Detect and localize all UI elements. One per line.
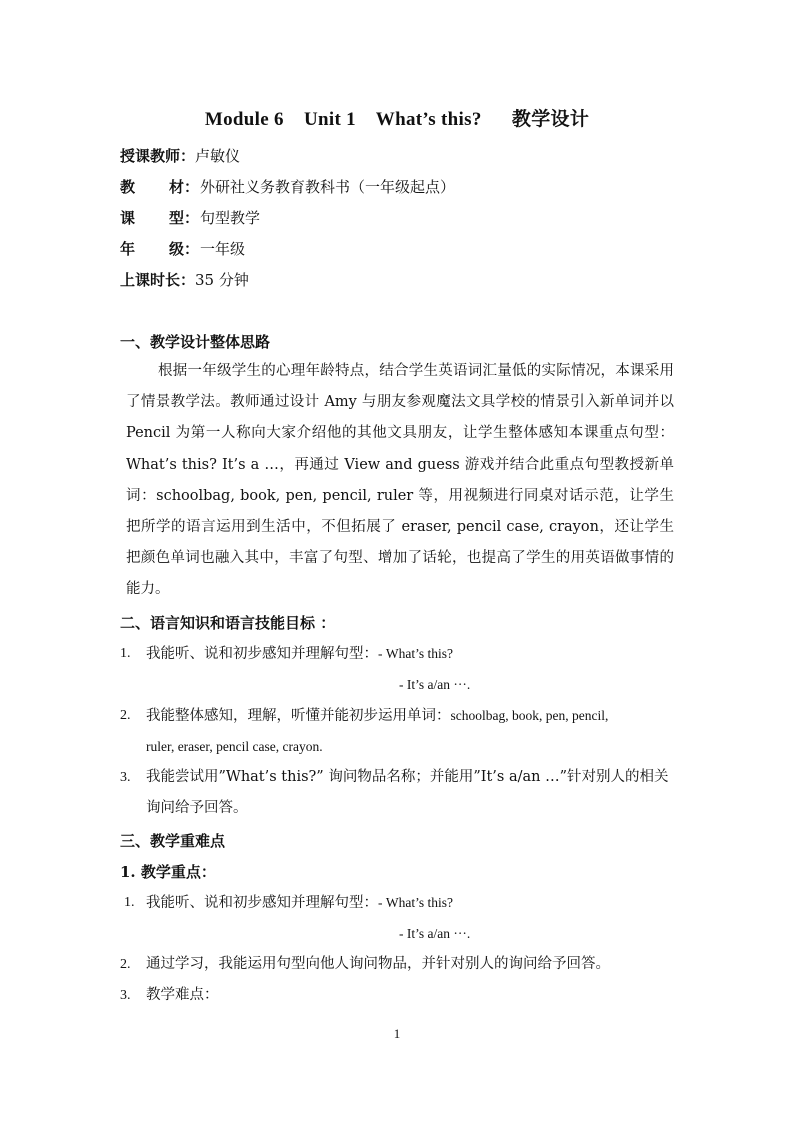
meta-grade — [120, 239, 245, 259]
s2-item3-text-a: 我能尝试用”What’s this?” 询问物品名称；并能用”It’s a/an …”针对别人的相关 — [146, 769, 669, 785]
meta-duration-value: 35 分钟 — [195, 271, 249, 289]
s2-item3-num: 3. — [120, 770, 131, 785]
s2-item2-num: 2. — [120, 708, 131, 723]
s2-item2-words1: schoolbag, book, pen, pencil, — [450, 708, 609, 723]
s2-item2-label: 我能整体感知，理解，听懂并能初步运用单词： — [146, 708, 451, 724]
s2-item2-text — [146, 700, 608, 732]
section1-paragraph: 根据一年级学生的心理年龄特点，结合学生英语词汇量低的实际情况，本课采用了情景教学法。教师通过设计 Amy 与朋友参观魔法文具学校的情景引入新单词并以 Pencil 为第一人称向大家介绍他的其他文具朋友，让学生整体感知本课重点句型：What’s this? It’s a …，再通过 View and guess 游戏并结合此重点句型教授新单词：schoolbag, book, pen, pencil, ruler 等，用视频进行同桌对话示范，让学生把所学的语言运用到生活中，不但拓展了 eraser, pencil case, crayon，还让学生把颜色单词也融入其中，丰富了句型、增加了话轮，也提高了学生的用英语做事情的能力。 — [126, 363, 674, 598]
s3-item2-text: 通过学习，我能运用句型向他人询问物品，并针对别人的询问给予回答。 — [146, 956, 610, 972]
s3-item2-num: 2. — [120, 957, 131, 972]
s3-item1-num: 1. — [124, 895, 135, 910]
s2-item2-words2: ruler, eraser, pencil case, crayon. — [146, 739, 323, 754]
page-number: 1 — [393, 1026, 401, 1041]
s3-item1-label: 我能听、说和初步感知并理解句型： — [146, 895, 378, 911]
section2-heading: 二、语言知识和语言技能目标 ： — [120, 614, 336, 632]
s2-item1-text — [146, 638, 453, 670]
meta-type-value: 句型教学 — [200, 209, 261, 227]
s3-item1-text — [146, 887, 453, 919]
s2-item1-line1: - What’s this? — [378, 646, 453, 661]
s2-item1-num: 1. — [120, 646, 131, 661]
section1-heading: 一、教学设计整体思路 — [120, 333, 271, 351]
meta-textbook — [120, 177, 455, 197]
s2-item1-label: 我能听、说和初步感知并理解句型： — [146, 646, 378, 662]
meta-grade-label: 年 级： — [120, 240, 200, 258]
section3-heading: 三、教学重难点 — [120, 832, 226, 850]
meta-teacher — [120, 146, 240, 166]
s3-item3-text: 教学难点： — [146, 987, 219, 1003]
s2-item1-line2: - It’s a/an ···. — [399, 677, 471, 692]
s3-item3-num: 3. — [120, 988, 131, 1003]
meta-textbook-label: 教 材： — [120, 178, 200, 196]
s3-item1-line1: - What’s this? — [378, 895, 453, 910]
meta-duration — [120, 270, 249, 290]
document-title: Module 6 Unit 1 What’s this? 教学设计 — [204, 109, 590, 130]
section3-subheading: 1. 教学重点： — [120, 863, 216, 881]
s3-item1-line2: - It’s a/an ···. — [399, 926, 471, 941]
meta-grade-value: 一年级 — [200, 240, 246, 258]
meta-textbook-value: 外研社义务教育教科书（一年级起点） — [200, 178, 456, 196]
s2-item3-text-b: 询问给予回答。 — [146, 800, 248, 816]
meta-teacher-label: 授课教师： — [120, 147, 196, 165]
meta-type-label: 课 型： — [120, 209, 200, 227]
meta-teacher-value: 卢敏仪 — [195, 147, 241, 165]
meta-duration-label: 上课时长： — [120, 271, 196, 289]
meta-type — [120, 208, 260, 228]
